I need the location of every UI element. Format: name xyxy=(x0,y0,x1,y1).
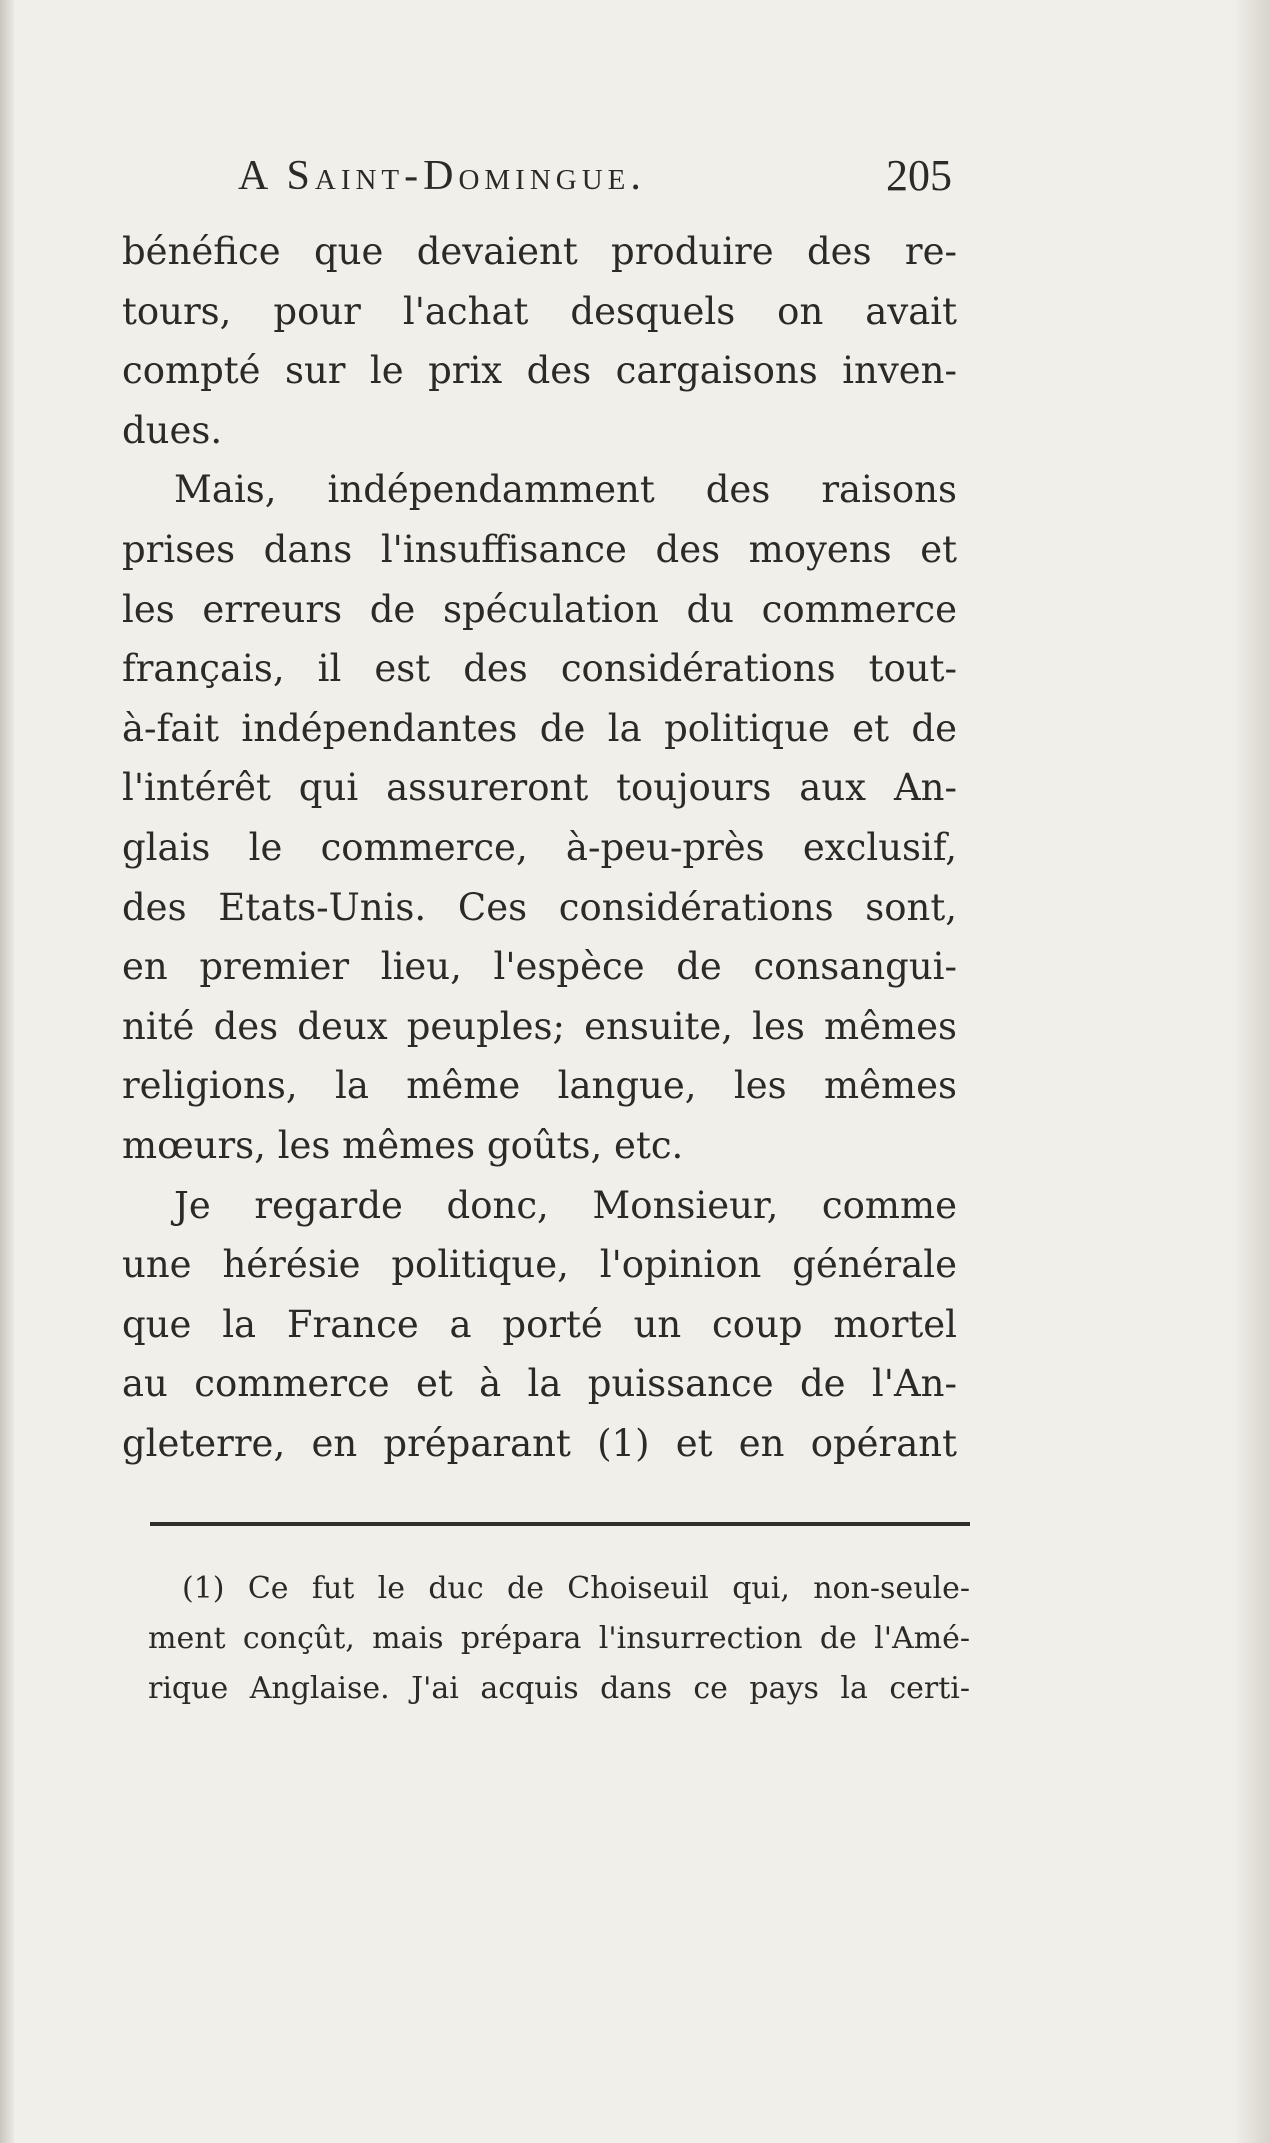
body-line: au commerce et à la puissance de l'An- xyxy=(122,1362,957,1406)
page-number: 205 xyxy=(886,151,952,200)
page-right-edge xyxy=(1236,0,1270,2143)
running-head: A Saint-Domingue. xyxy=(238,153,646,199)
footnote-line: ment conçût, mais prépara l'insurrection de l'Amé- xyxy=(148,1621,970,1656)
body-text xyxy=(122,222,957,1473)
body-line: religions, la même langue, les mêmes xyxy=(122,1064,957,1108)
body-line: que la France a porté un coup mortel xyxy=(122,1302,957,1346)
body-line: dues. xyxy=(122,408,223,452)
body-line: l'intérêt qui assureront toujours aux An- xyxy=(122,766,957,810)
body-line: tours, pour l'achat desquels on avait xyxy=(122,289,957,333)
body-line: nité des deux peuples; ensuite, les mêmes xyxy=(122,1004,957,1048)
body-line: compté sur le prix des cargaisons inven- xyxy=(122,349,957,393)
body-line: glais le commerce, à-peu-près exclusif, xyxy=(122,825,957,869)
body-line: prises dans l'insuffisance des moyens et xyxy=(122,527,957,571)
body-line: gleterre, en préparant (1) et en opérant xyxy=(122,1421,957,1465)
footnote-divider xyxy=(150,1522,970,1526)
footnote-line: rique Anglaise. J'ai acquis dans ce pays la certi- xyxy=(148,1671,970,1706)
body-line: une hérésie politique, l'opinion générale xyxy=(122,1243,957,1287)
body-line: Je regarde donc, Monsieur, comme xyxy=(174,1183,957,1227)
body-line: bénéfice que devaient produire des re- xyxy=(122,230,957,273)
body-line: français, il est des considérations tout- xyxy=(122,647,957,691)
page-header xyxy=(238,150,958,210)
body-line: en premier lieu, l'espèce de consangui- xyxy=(122,945,957,989)
footnote xyxy=(148,1564,970,1714)
footnote-line: (1) Ce fut le duc de Choiseuil qui, non-seule- xyxy=(182,1571,970,1606)
body-line: mœurs, les mêmes goûts, etc. xyxy=(122,1123,684,1167)
body-line: à-fait indépendantes de la politique et de xyxy=(122,706,957,750)
page-left-edge xyxy=(0,0,14,2143)
body-line: des Etats-Unis. Ces considérations sont, xyxy=(122,885,957,929)
body-line: Mais, indépendamment des raisons xyxy=(174,468,957,512)
body-line: les erreurs de spéculation du commerce xyxy=(122,587,957,631)
